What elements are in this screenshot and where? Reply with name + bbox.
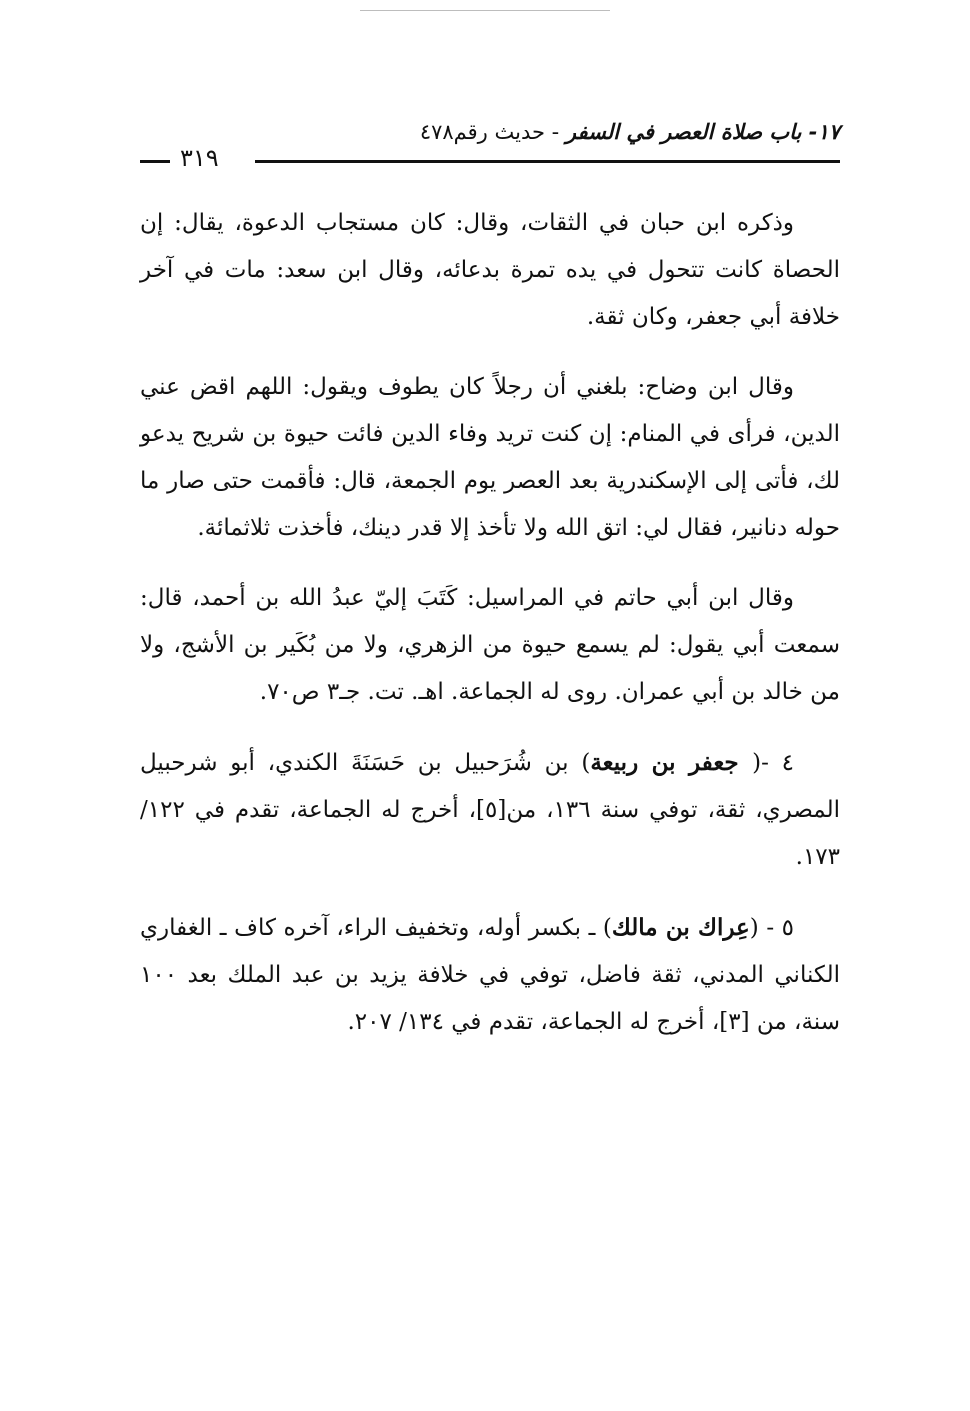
entry-5-prefix: ٥ - ( [749, 915, 795, 941]
paragraph-3-text: وقال ابن أبي حاتم في المراسيل: كَتَبَ إليّ عبدُ الله بن أحمد، قال: سمعت أبي يقول: لم يسمع حيوة من الزهري، ولا من بُكَير بن الأشج، ولا من خالد بن أبي عمران. روى له الجماعة. اهـ. تت. جـ٣ ص٧٠. [140, 585, 840, 705]
header-rule [255, 160, 840, 163]
paragraph-2 [140, 364, 840, 552]
paragraph-1 [140, 200, 840, 341]
entry-4-text: ) بن شُرَحبيل بن حَسَنَةَ الكندي، أبو شرحبيل المصري، ثقة، توفي سنة ١٣٦، من[٥]، أخرج له الجماعة، تقدم في ١٢٢/ ١٧٣. [140, 750, 840, 870]
top-scan-rule [360, 10, 610, 11]
narrator-entry-5 [140, 904, 840, 1046]
page-header [140, 118, 840, 178]
page-number-dash [140, 160, 170, 163]
page-body [140, 200, 840, 1069]
entry-5-text: ) ـ بكسر أوله، وتخفيف الراء، آخره كاف ـ الغفاري الكناني المدني، ثقة فاضل، توفي في خلافة يزيد بن عبد الملك بعد ١٠٠ سنة، من [٣]، أخرج له الجماعة، تقدم في ١٣٤/ ٢٠٧. [140, 915, 840, 1035]
entry-4-prefix: ٤ -( [752, 750, 794, 776]
running-title [420, 120, 840, 144]
paragraph-3 [140, 575, 840, 716]
page-number: ٣١٩ [180, 144, 219, 172]
paragraph-1-text: وذكره ابن حبان في الثقات، وقال: كان مستجاب الدعوة، يقال: إن الحصاة كانت تتحول في يده تمرة بدعائه، وقال ابن سعد: مات في آخر خلافة أبي جعفر، وكان ثقة. [140, 210, 840, 330]
entry-5-name: عِراك بن مالك [611, 914, 750, 941]
entry-4-name: جعفر بن ربيعة [590, 749, 753, 776]
hadith-reference: - حديث رقم٤٧٨ [419, 120, 566, 144]
paragraph-2-text: وقال ابن وضاح: بلغني أن رجلاً كان يطوف ويقول: اللهم اقض عني الدين، فرأى في المنام: إن كنت تريد وفاء الدين فائت حيوة بن شريح يدعو لك، فأتى إلى الإسكندرية بعد العصر يوم الجمعة، قال: فأقمت حتى صار ما حوله دنانير، فقال لي: اتق الله ولا تأخذ إلا قدر دينك، فأخذت ثلاثمائة. [140, 374, 840, 541]
narrator-entry-4 [140, 739, 840, 881]
chapter-title: ١٧- باب صلاة العصر في السفر [565, 120, 840, 144]
